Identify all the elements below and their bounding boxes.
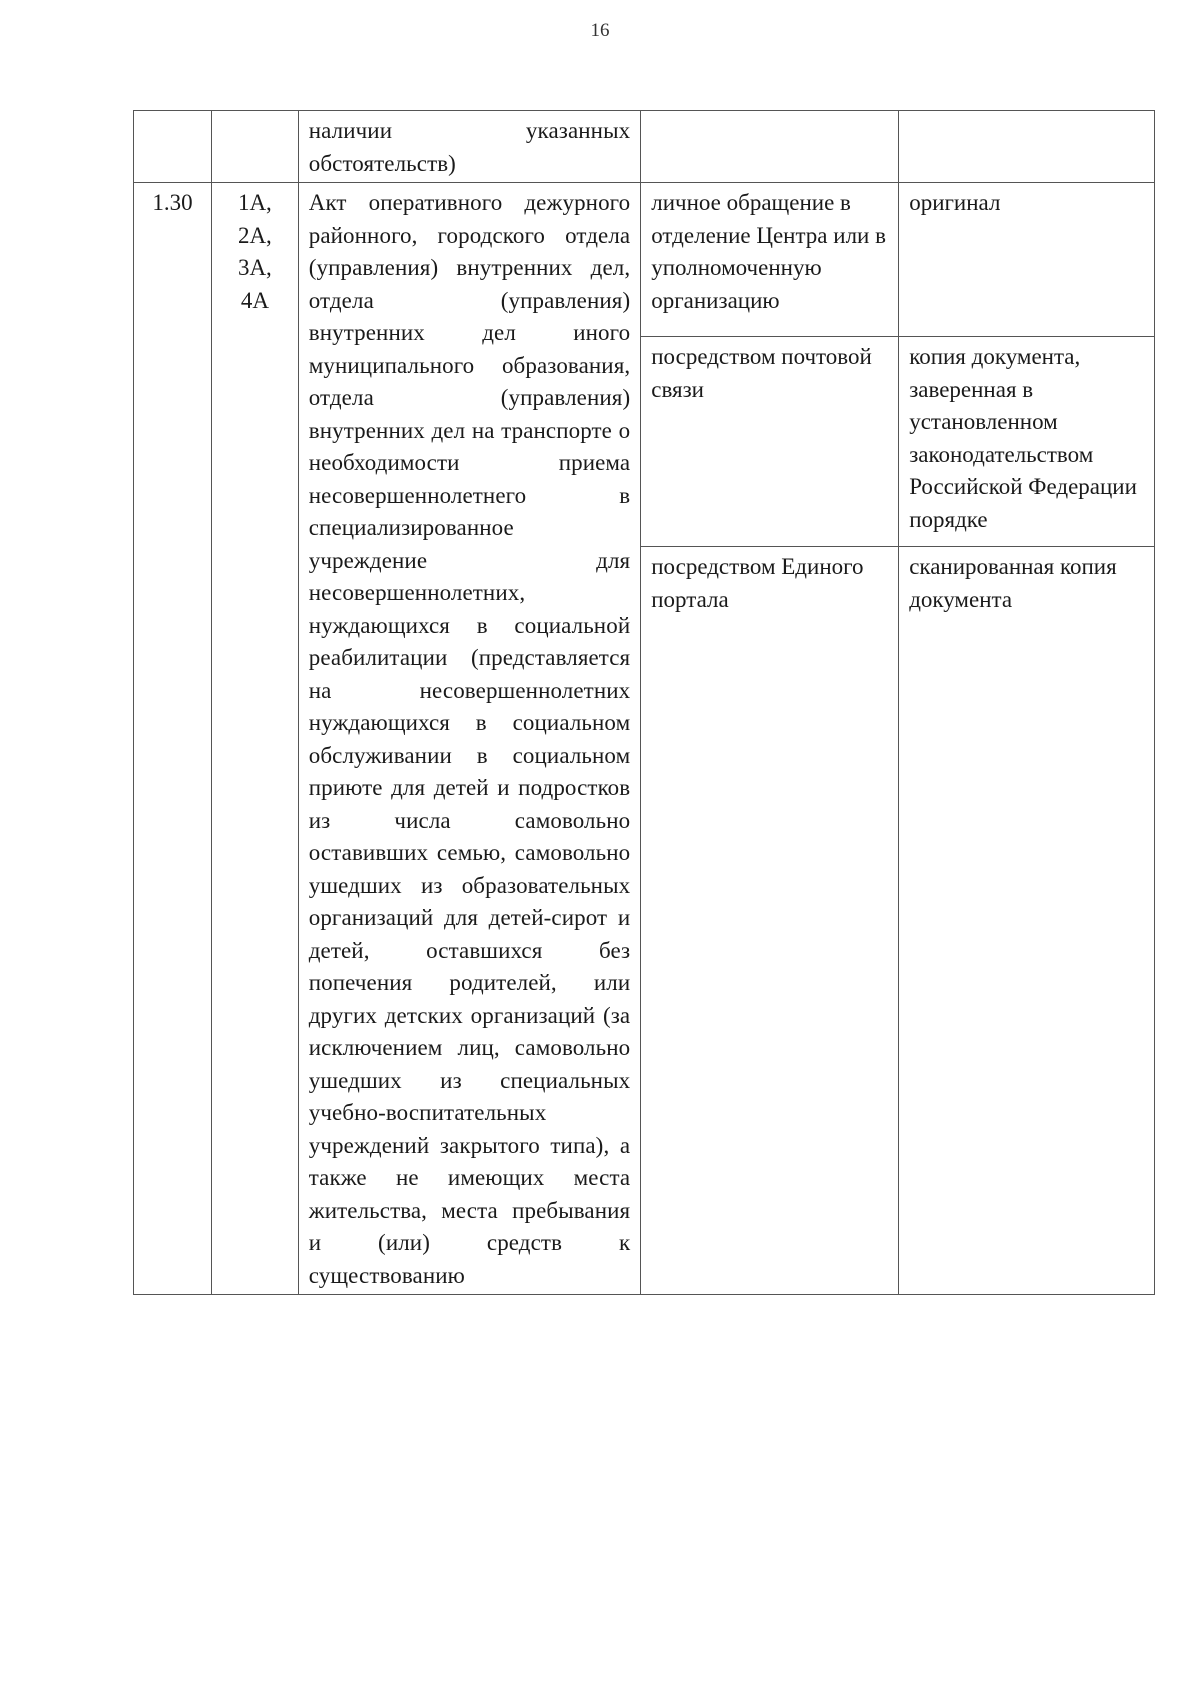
submission-method-cell	[641, 111, 899, 183]
row-number-cell	[134, 111, 212, 183]
row-number: 1.30	[152, 190, 193, 215]
category-code: 1А,	[237, 190, 272, 215]
row-number-cell	[134, 183, 212, 1295]
table-row-continuation	[134, 111, 1155, 183]
category-code: 2А,	[237, 222, 272, 248]
category-code: 4А	[240, 287, 269, 313]
document-form-cell	[899, 337, 1155, 547]
submission-method-text: личное обращение в отделение Центра или в уполномоченную организацию	[651, 190, 886, 313]
document-name-text: Акт оперативного дежурного районного, городского отдела (управления) внутренних дел, отдела (управления) внутренних дел иного муниципального образования, отдела (управления) внутренних дел на транспорте о необходимости приема несовершеннолетнего в специализированное учреждение для несовершеннолетних, нуждающихся в социальной реабилитации (представляется на несовершеннолетних нуждающихся в социальном обслуживании в социальном приюте для детей и подростков из числа самовольно оставивших семью, самовольно ушедших из образовательных организаций для детей-сирот и детей, оставшихся без попечения родителей, или других детских организаций (за исключением лиц, самовольно ушедших из специальных учебно-воспитательных учреждений закрытого типа), а также не имеющих места жительства, места пребывания и (или) средств к существованию	[308, 190, 631, 1288]
documents-table	[133, 110, 1155, 1295]
document-form-cell	[899, 111, 1155, 183]
document-name-cell	[298, 111, 641, 183]
submission-method-cell	[641, 183, 899, 337]
page-number: 16	[590, 20, 610, 41]
submission-method-text: посредством почтовой связи	[651, 344, 872, 402]
table-row-1-30	[134, 183, 1155, 337]
document-name-text: наличии указанных обстоятельств)	[308, 118, 631, 176]
submission-method-text: посредством Единого портала	[651, 554, 864, 612]
submission-method-cell	[641, 547, 899, 1295]
submission-method-cell	[641, 337, 899, 547]
category-code: 3А,	[237, 255, 272, 280]
category-cell	[212, 111, 299, 183]
document-form-text: оригинал	[909, 190, 1001, 215]
document-form-cell	[899, 547, 1155, 1295]
document-form-cell	[899, 183, 1155, 337]
category-cell	[212, 183, 299, 1295]
document-form-text: копия документа, заверенная в установленном законодательством Российской Федерации порядке	[909, 344, 1137, 532]
document-form-text: сканированная копия документа	[909, 554, 1117, 612]
document-name-cell	[298, 183, 641, 1295]
